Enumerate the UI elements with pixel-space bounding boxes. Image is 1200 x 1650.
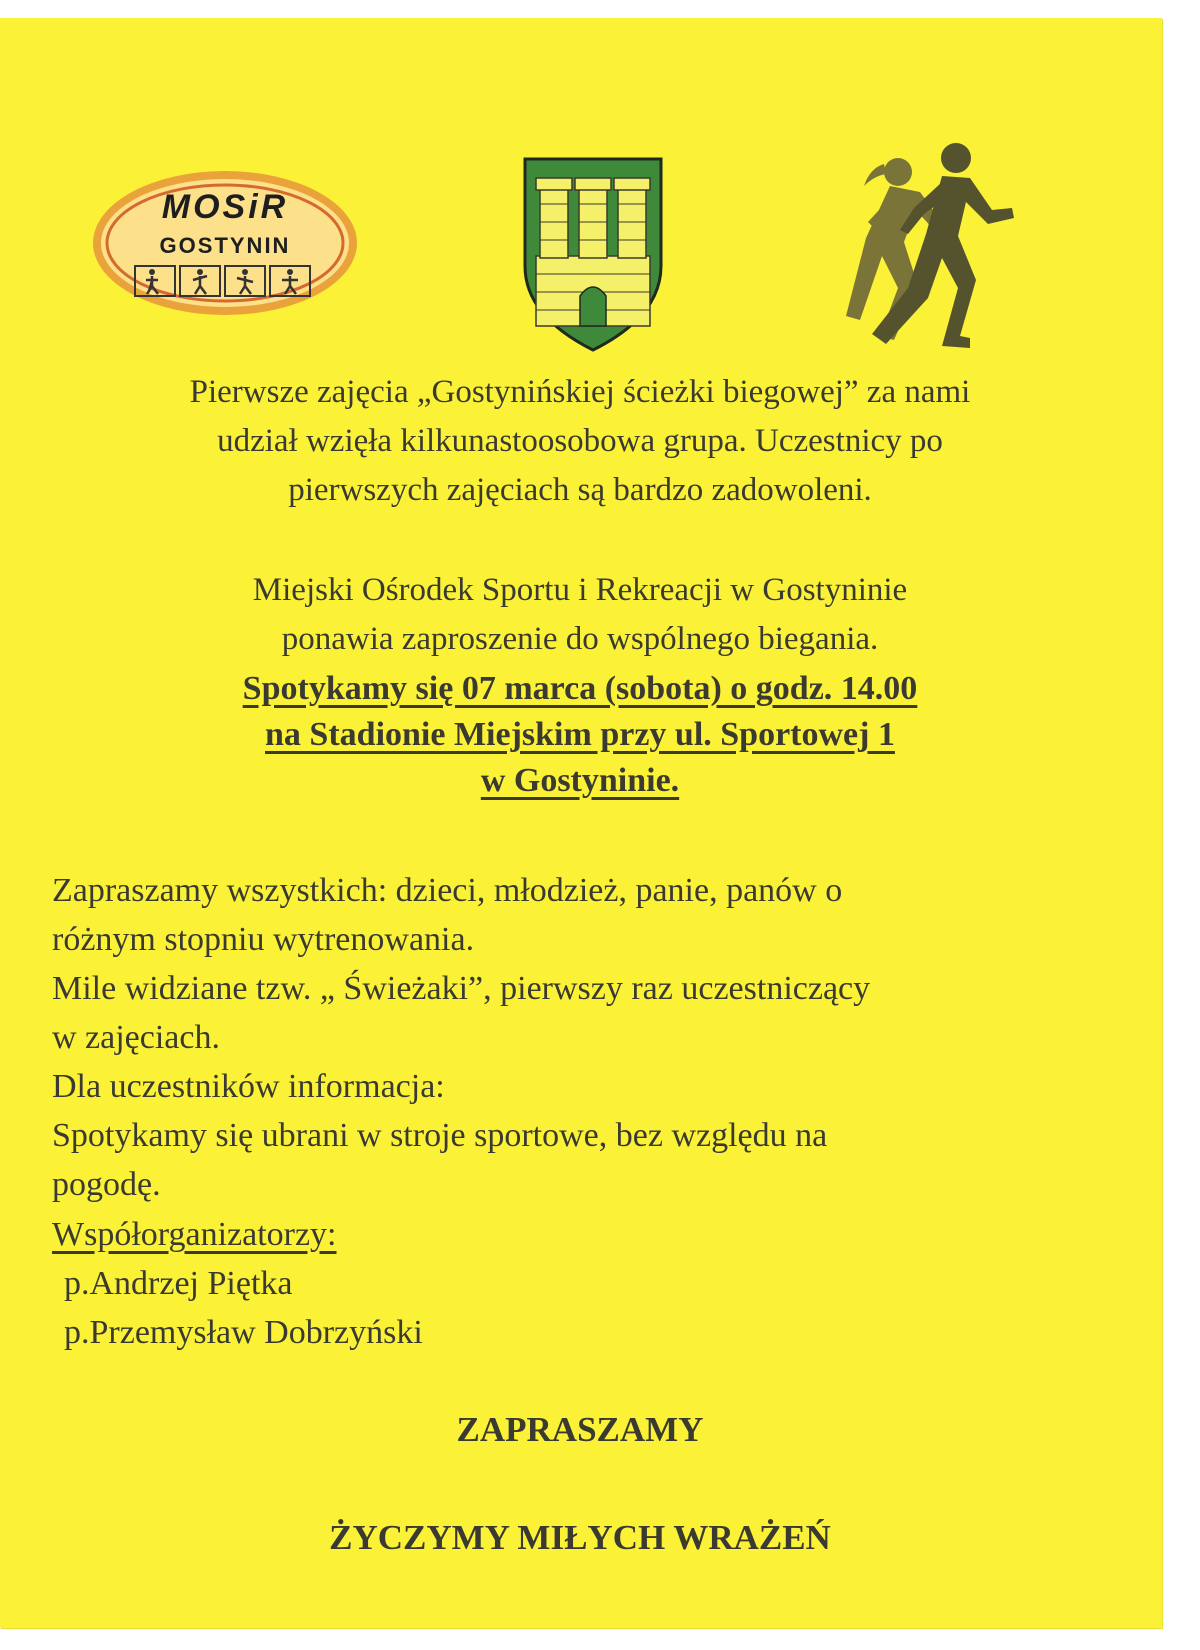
body-line: różnym stopniu wytrenowania.	[52, 921, 475, 958]
body-line: Zapraszamy wszystkich: dzieci, młodzież, panie, panów o	[52, 872, 843, 909]
gostynin-coat-of-arms-icon	[522, 156, 664, 354]
coorganizer-name: p.Andrzej Piętka	[64, 1265, 293, 1302]
mosir-logo	[90, 168, 360, 318]
body-line: Mile widziane tzw. „ Świeżaki”, pierwszy raz uczestniczący	[52, 970, 871, 1007]
body-line: Spotykamy się ubrani w stroje sportowe, bez względu na	[52, 1117, 828, 1154]
mosir-logo-name: MOSiR	[161, 188, 289, 226]
closing-invite: ZAPRASZAMY	[456, 1410, 704, 1449]
meeting-line: w Gostyninie.	[480, 762, 680, 799]
body-line: pogodę.	[52, 1166, 161, 1203]
invite-line: Miejski Ośrodek Sportu i Rekreacji w Gostyninie	[252, 572, 908, 608]
coorganizers-heading: Współorganizatorzy:	[52, 1216, 337, 1253]
intro-line: Pierwsze zajęcia „Gostynińskiej ścieżki biegowej” za nami	[189, 374, 971, 410]
coorganizer-name: p.Przemysław Dobrzyński	[64, 1314, 423, 1351]
body-line: Dla uczestników informacja:	[52, 1068, 445, 1105]
body-line: w zajęciach.	[52, 1019, 220, 1056]
meeting-line: Spotykamy się 07 marca (sobota) o godz. 14.00	[242, 670, 918, 707]
invite-line: ponawia zaproszenie do wspólnego biegania.	[281, 621, 879, 657]
intro-line: udział wzięła kilkunastoosobowa grupa. Uczestnicy po	[217, 423, 943, 459]
invite-paragraph	[40, 566, 1120, 664]
coorganizers	[52, 1210, 423, 1357]
flyer-sheet	[0, 18, 1162, 1628]
mosir-logo-city: GOSTYNIN	[159, 233, 291, 258]
runners-silhouette-icon	[838, 138, 1038, 358]
body-paragraph	[52, 866, 1112, 1209]
intro-line: pierwszych zajęciach są bardzo zadowoleni.	[288, 472, 872, 508]
meeting-line: na Stadionie Miejskim przy ul. Sportowej 1	[265, 716, 895, 753]
meeting-details	[40, 666, 1120, 804]
closing-wish: ŻYCZYMY MIŁYCH WRAŻEŃ	[329, 1518, 831, 1557]
intro-paragraph	[40, 368, 1120, 515]
